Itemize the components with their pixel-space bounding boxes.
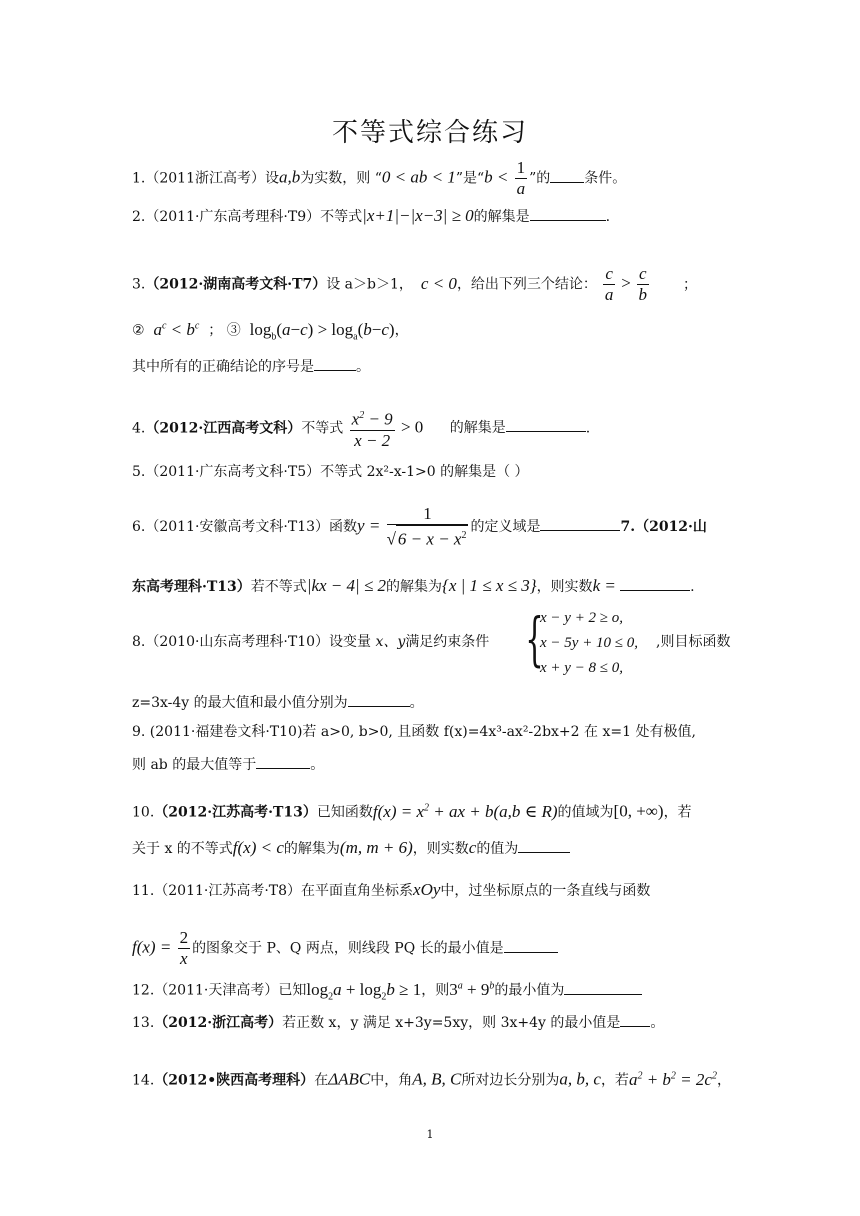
- page-number: 1: [426, 1128, 434, 1141]
- question-10: 10.（2012·江苏高考·T13）已知函数$f(x) = x^2$ + ax + b(a,b ∈ R)的值域为[0, +∞)，若: [132, 801, 692, 821]
- question-3-ask: 其中所有的正确结论的序号是 。: [132, 356, 738, 377]
- answer-blank[interactable]: [620, 1012, 650, 1027]
- question-12: 12.（2011·天津高考）已知$\log_2a + \log_2b \ge 1$，则$3^a + 9^b$的最小值为: [132, 976, 738, 1007]
- answer-blank[interactable]: [564, 980, 642, 995]
- answer-blank[interactable]: [314, 356, 356, 371]
- answer-blank[interactable]: [540, 516, 620, 531]
- question-5: 5.（2011·广东高考文科·T5）不等式 2x²-x-1>0 的解集是（ ）: [132, 464, 529, 480]
- constraint-system: x − y + 2 ≥ o, x − 5y + 10 ≤ 0, x + y − 8 ≤ 0,: [540, 610, 639, 676]
- question-9: 9. (2011·福建卷文科·T10)若 a>0, b>0, 且函数 f(x)=4x³-ax²-2bx+2 在 x=1 处有极值,: [132, 724, 696, 740]
- question-9-line2: 则 ab 的最大值等于 。: [132, 754, 738, 775]
- answer-blank[interactable]: [550, 168, 584, 183]
- answer-blank[interactable]: [620, 576, 690, 591]
- question-3: 3.（2012·湖南高考文科·T7）设 a＞b＞1， c < 0，给出下列三个结论： $\frac{c}{a}$ > $\frac{c}{b}$ ；: [132, 264, 698, 304]
- question-10-line2: 关于 x 的不等式f(x) < c的解集为(m, m + 6)，则实数c的值为: [132, 838, 738, 859]
- question-1: 1.（2011浙江高考）设a,b为实数，则 “0 < ab < 1”是“b < $\frac{1}{a}$ ”的 条件。: [132, 158, 627, 198]
- answer-blank[interactable]: [504, 938, 558, 953]
- document-title: 不等式综合练习: [331, 118, 528, 148]
- answer-blank[interactable]: [348, 692, 410, 707]
- answer-blank[interactable]: [256, 754, 310, 769]
- question-8: 8.（2010·山东高考理科·T10）设变量 x、y满足约束条件 { x − y + 2 ≥ o, x − 5y + 10 ≤ 0, x + y − 8 ≤ 0, ,则目标函数: [132, 612, 738, 678]
- answer-blank[interactable]: [518, 838, 570, 853]
- question-14: 14.（2012•陕西高考理科）在ΔABC中，角A, B, C所对边长分别为a, b, c，若$a^2 + b^2 = 2c^2$，: [132, 1069, 731, 1089]
- question-2: 2.（2011·广东高考理科·T9）不等式|x+1|−|x−3| ≥ 0的解集是 .: [132, 206, 611, 225]
- question-11-line2: f(x) = $\frac{2}{x}$ 的图象交于 P、Q 两点，则线段 PQ 长的最小值是: [132, 928, 738, 969]
- answer-blank[interactable]: [530, 206, 606, 221]
- question-3-conclusions: ② $a^c < b^c$ ； ③ $\log_b(a-c) > \log_a(b-c)$，: [132, 319, 409, 343]
- question-7: 东高考理科·T13）若不等式|kx − 4| ≤ 2的解集为{x | 1 ≤ x ≤ 3}，则实数k = .: [132, 576, 695, 595]
- question-4: 4.（2012·江西高考文科）不等式 $\frac{x^2 - 9}{x - 2}$ > 0 的解集是 .: [132, 406, 738, 451]
- question-8-line2: z=3x-4y 的最大值和最小值分别为 。: [132, 692, 738, 713]
- question-13: 13.（2012·浙江高考）若正数 x，y 满足 x+3y=5xy，则 3x+4y 的最小值是 。: [132, 1012, 738, 1033]
- question-6: 6.（2011·安徽高考文科·T13）函数y = $\frac{1}{√ 6 - x - x^2}$ 的定义域是 7.（2012·山: [132, 504, 707, 549]
- question-11: 11.（2011·江苏高考·T8）在平面直角坐标系xOy中，过坐标原点的一条直线与函数: [132, 880, 651, 899]
- answer-blank[interactable]: [506, 417, 586, 432]
